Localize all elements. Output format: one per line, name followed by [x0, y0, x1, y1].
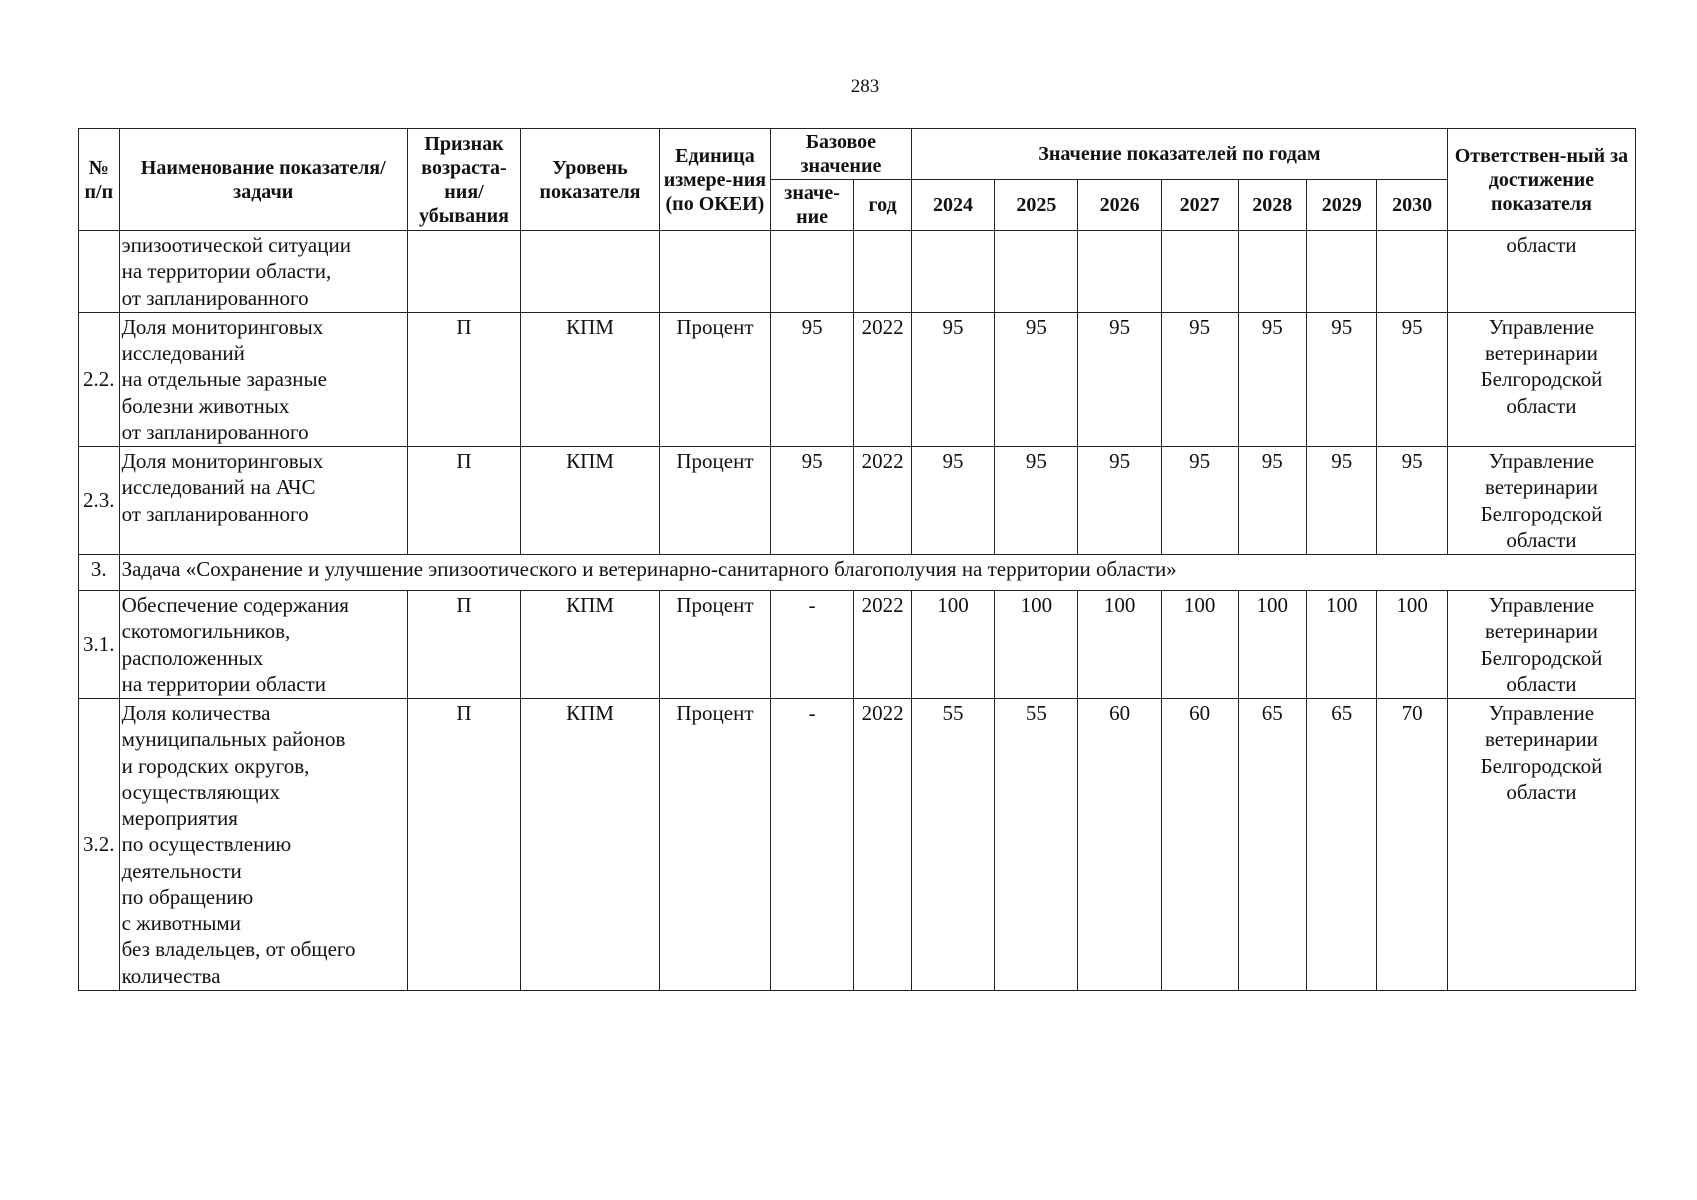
header-name: Наименование показателя/задачи	[119, 129, 407, 231]
year-value-cell: 95	[1161, 312, 1238, 446]
sign-cell: П	[407, 699, 520, 991]
year-value-cell: 55	[911, 699, 994, 991]
year-value-cell: 95	[1377, 312, 1447, 446]
year-value-cell	[1161, 231, 1238, 313]
year-value-cell	[911, 231, 994, 313]
row-num	[79, 231, 120, 313]
year-value-cell: 100	[1377, 591, 1447, 699]
indicator-name: Доля мониторинговых исследований на АЧС от запланированного	[119, 447, 407, 555]
header-year: 2028	[1238, 180, 1306, 231]
header-level: Уровень показателя	[521, 129, 660, 231]
table-row	[79, 231, 1636, 313]
header-num: № п/п	[79, 129, 120, 231]
year-value-cell: 60	[1161, 699, 1238, 991]
indicator-name: Обеспечение содержания скотомогильников, расположенных на территории области	[119, 591, 407, 699]
base-value-cell	[770, 231, 853, 313]
year-value-cell: 95	[1078, 447, 1161, 555]
base-value-cell: 95	[770, 312, 853, 446]
unit-cell	[659, 231, 770, 313]
year-value-cell: 95	[1377, 447, 1447, 555]
responsible-cell: Управление ветеринарии Белгородской области	[1447, 447, 1635, 555]
year-value-cell: 95	[995, 312, 1078, 446]
responsible-cell: Управление ветеринарии Белгородской области	[1447, 699, 1635, 991]
year-value-cell: 100	[1306, 591, 1376, 699]
level-cell: КПМ	[521, 591, 660, 699]
header-row-1	[79, 129, 1636, 180]
year-value-cell: 100	[1161, 591, 1238, 699]
year-value-cell	[995, 231, 1078, 313]
header-base-year: год	[854, 180, 912, 231]
unit-cell: Процент	[659, 312, 770, 446]
header-year: 2026	[1078, 180, 1161, 231]
year-value-cell: 100	[1078, 591, 1161, 699]
responsible-cell: Управление ветеринарии Белгородской области	[1447, 312, 1635, 446]
year-value-cell: 95	[911, 312, 994, 446]
level-cell: КПМ	[521, 312, 660, 446]
year-value-cell	[1377, 231, 1447, 313]
header-responsible: Ответствен-ный за достижение показателя	[1447, 129, 1635, 231]
year-value-cell: 95	[911, 447, 994, 555]
year-value-cell: 60	[1078, 699, 1161, 991]
sign-cell: П	[407, 591, 520, 699]
responsible-cell: области	[1447, 231, 1635, 313]
indicators-table	[78, 128, 1636, 991]
year-value-cell	[1306, 231, 1376, 313]
table-row	[79, 447, 1636, 555]
level-cell: КПМ	[521, 699, 660, 991]
header-sign: Признак возраста-ния/ убывания	[407, 129, 520, 231]
year-value-cell: 95	[1238, 312, 1306, 446]
page-number: 283	[850, 76, 880, 97]
header-year: 2027	[1161, 180, 1238, 231]
header-year: 2025	[995, 180, 1078, 231]
base-value-cell: -	[770, 699, 853, 991]
year-value-cell: 100	[995, 591, 1078, 699]
year-value-cell: 65	[1238, 699, 1306, 991]
table-row	[79, 591, 1636, 699]
base-value-cell: -	[770, 591, 853, 699]
year-value-cell: 95	[1306, 447, 1376, 555]
base-year-cell: 2022	[854, 447, 912, 555]
header-years-group: Значение показателей по годам	[911, 129, 1447, 180]
unit-cell: Процент	[659, 591, 770, 699]
year-value-cell: 100	[1238, 591, 1306, 699]
row-num: 2.2.	[79, 312, 120, 446]
header-base: Базовое значение	[770, 129, 911, 180]
year-value-cell: 95	[1161, 447, 1238, 555]
responsible-cell: Управление ветеринарии Белгородской области	[1447, 591, 1635, 699]
base-year-cell	[854, 231, 912, 313]
indicator-name: Доля количества муниципальных районов и городских округов, осуществляющих мероприятия по осуществлению деятельности по обращению с животными без владельцев, от общего количества	[119, 699, 407, 991]
year-value-cell	[1238, 231, 1306, 313]
row-num: 3.2.	[79, 699, 120, 991]
indicator-name: эпизоотической ситуации на территории области, от запланированного	[119, 231, 407, 313]
year-value-cell: 70	[1377, 699, 1447, 991]
header-year: 2029	[1306, 180, 1376, 231]
table-row	[79, 312, 1636, 446]
task-num: 3.	[79, 555, 120, 591]
header-unit: Единица измере-ния (по ОКЕИ)	[659, 129, 770, 231]
table-row	[79, 699, 1636, 991]
level-cell: КПМ	[521, 447, 660, 555]
year-value-cell: 100	[911, 591, 994, 699]
sign-cell	[407, 231, 520, 313]
year-value-cell: 65	[1306, 699, 1376, 991]
header-year: 2024	[911, 180, 994, 231]
year-value-cell	[1078, 231, 1161, 313]
indicator-name: Доля мониторинговых исследований на отдельные заразные болезни животных от запланированного	[119, 312, 407, 446]
header-year: 2030	[1377, 180, 1447, 231]
task-title: Задача «Сохранение и улучшение эпизоотического и ветеринарно-санитарного благополучия на территории области»	[119, 555, 1635, 591]
year-value-cell: 95	[1306, 312, 1376, 446]
level-cell	[521, 231, 660, 313]
unit-cell: Процент	[659, 447, 770, 555]
row-num: 2.3.	[79, 447, 120, 555]
base-year-cell: 2022	[854, 699, 912, 991]
base-value-cell: 95	[770, 447, 853, 555]
year-value-cell: 95	[995, 447, 1078, 555]
task-row	[79, 555, 1636, 591]
year-value-cell: 95	[1078, 312, 1161, 446]
year-value-cell: 95	[1238, 447, 1306, 555]
sign-cell: П	[407, 312, 520, 446]
unit-cell: Процент	[659, 699, 770, 991]
year-value-cell: 55	[995, 699, 1078, 991]
header-base-value: значе-ние	[770, 180, 853, 231]
row-num: 3.1.	[79, 591, 120, 699]
base-year-cell: 2022	[854, 591, 912, 699]
base-year-cell: 2022	[854, 312, 912, 446]
sign-cell: П	[407, 447, 520, 555]
